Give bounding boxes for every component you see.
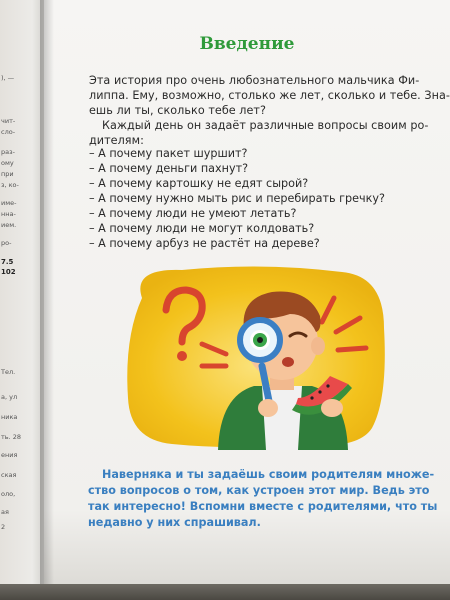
book-page (44, 0, 450, 600)
question-line: – А почему арбуз не растёт на дереве? (89, 237, 320, 250)
question-line: – А почему картошку не едят сырой? (89, 177, 309, 190)
previous-page-text-fragment: ника (1, 413, 18, 421)
previous-page-text-fragment: ому (1, 159, 14, 167)
question-line: – А почему люди не могут колдовать? (89, 222, 315, 235)
previous-page-text-fragment: Тел. (1, 368, 16, 376)
closing-line: так интересно! Вспомни вместе с родителями, что ты (88, 500, 438, 513)
intro-line: Эта история про очень любознательного мальчика Фи- (89, 74, 420, 87)
intro-line: дителям: (89, 134, 144, 147)
previous-page-text-fragment: 7.5 (1, 258, 14, 266)
closing-line: недавно у них спрашивал. (88, 516, 261, 529)
closing-line: ство вопросов о том, как устроен этот мир. Ведь это (88, 484, 430, 497)
previous-page-text-fragment: 2 (1, 523, 6, 531)
previous-page-text-fragment: ро- (1, 239, 12, 247)
previous-page-text-fragment: оло, (1, 490, 16, 498)
question-line: – А почему деньги пахнут? (89, 162, 249, 175)
boy-with-magnifier-illustration (122, 258, 390, 450)
previous-page-text-fragment: а, ул (1, 393, 18, 401)
previous-page-text-fragment: име- (1, 199, 17, 207)
previous-page-text-fragment: раз- (1, 148, 15, 156)
previous-page-text-fragment: при (1, 170, 14, 178)
question-line: – А почему люди не умеют летать? (89, 207, 297, 220)
closing-line: Наверняка и ты задаёшь своим родителям множе- (102, 468, 435, 481)
previous-page-text-fragment: ), — (1, 74, 15, 82)
previous-page-text-fragment: 102 (1, 268, 16, 276)
previous-page-text-fragment: нна- (1, 210, 16, 218)
previous-page-text-fragment: сло- (1, 128, 16, 136)
previous-page-text-fragment: ения (1, 451, 18, 459)
previous-page-edge (0, 0, 46, 600)
intro-line: ешь ли ты, сколько тебе лет? (89, 104, 266, 117)
previous-page-text-fragment: ая (1, 508, 9, 516)
question-line: – А почему пакет шуршит? (89, 147, 248, 160)
question-line: – А почему нужно мыть рис и перебирать гречку? (89, 192, 385, 205)
page-title: Введение (199, 34, 295, 54)
question-mark-dot (177, 351, 187, 361)
intro-line: липпа. Ему, возможно, столько же лет, сколько и тебе. Зна- (89, 89, 450, 102)
previous-page-text-fragment: з, ко- (1, 181, 19, 189)
intro-line: Каждый день он задаёт различные вопросы своим ро- (102, 119, 429, 132)
previous-page-text-fragment: ская (1, 471, 17, 479)
previous-page-text-fragment: ием. (1, 221, 17, 229)
table-surface (0, 584, 450, 600)
previous-page-text-fragment: ть. 28 (1, 433, 22, 441)
previous-page-text-fragment: чит- (1, 117, 16, 125)
